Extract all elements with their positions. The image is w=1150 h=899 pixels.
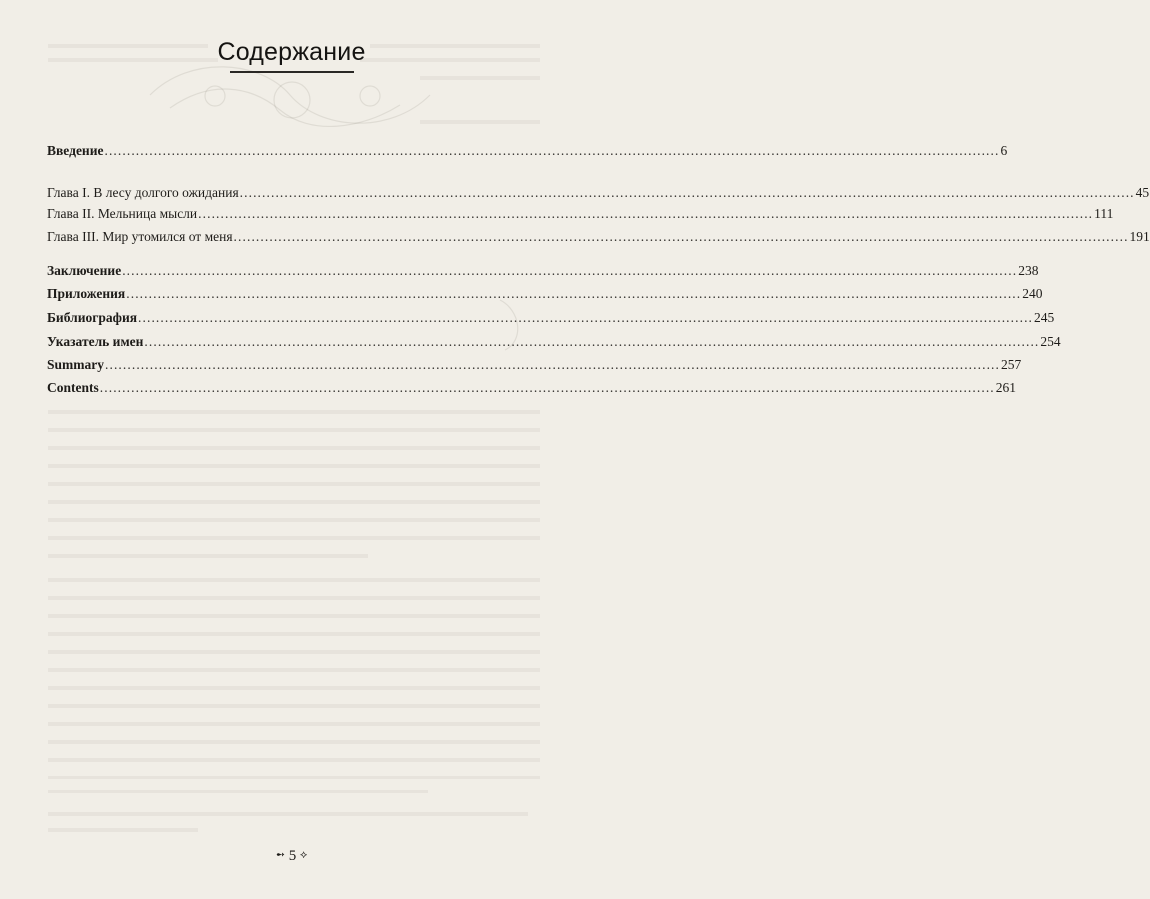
toc-entry-page: 238 <box>1018 263 1039 278</box>
toc-entry <box>47 378 1017 398</box>
toc-entry-page: 261 <box>995 380 1017 395</box>
toc-leader-dots: ........................................................................................................................................................................................................ <box>198 206 1094 221</box>
toc-entry-title: Библиография <box>47 310 138 325</box>
toc-entry <box>47 183 1150 203</box>
toc-entry <box>47 284 1043 304</box>
toc-entry-page: 191 <box>1129 229 1150 244</box>
toc-entry <box>47 204 1114 224</box>
toc-leader-dots: ........................................................................................................................................................................................................ <box>104 143 1000 158</box>
toc-entry-page: 240 <box>1022 286 1043 301</box>
toc-entry-title: Указатель имен <box>47 334 144 349</box>
toc-entry <box>47 355 1022 375</box>
toc-leader-dots: ........................................................................................................................................................................................................ <box>99 380 995 395</box>
toc-leader-dots: ........................................................................................................................................................................................................ <box>105 357 1000 372</box>
toc-leader-dots: ........................................................................................................................................................................................................ <box>138 310 1034 325</box>
page-number-footer <box>0 848 583 865</box>
toc-leader-dots: ........................................................................................................................................................................................................ <box>144 334 1040 349</box>
toc-entry-title: Summary <box>47 357 104 372</box>
toc-entry-page: 45 <box>1135 185 1150 200</box>
toc-entry-title: Contents <box>47 380 99 395</box>
toc-entry-title: Введение <box>47 143 104 158</box>
toc-entry-title: Приложения <box>47 286 126 301</box>
toc-leader-dots: ........................................................................................................................................................................................................ <box>126 286 1022 301</box>
toc-entry <box>47 308 1055 328</box>
page-title: Содержание <box>217 38 366 66</box>
toc-entry-page: 111 <box>1094 206 1114 221</box>
toc-leader-dots: ........................................................................................................................................................................................................ <box>239 185 1135 200</box>
toc-entry-title: Глава III. Мир утомился от меня <box>47 229 233 244</box>
toc-entry-title: Заключение <box>47 263 122 278</box>
ornament-left-icon: ➻ <box>275 849 285 861</box>
toc-entry-page: 257 <box>1001 357 1022 372</box>
toc-entry <box>47 141 1008 161</box>
toc-entry-page: 245 <box>1034 310 1055 325</box>
toc-entry-page: 6 <box>1000 143 1008 158</box>
toc-entry-page: 254 <box>1040 334 1061 349</box>
toc-entry-title: Глава II. Мельница мысли <box>47 206 198 221</box>
toc-leader-dots: ........................................................................................................................................................................................................ <box>233 229 1129 244</box>
toc-entry <box>47 332 1061 352</box>
ornament-right-icon: ⟡ <box>299 849 308 861</box>
toc-leader-dots: ........................................................................................................................................................................................................ <box>122 263 1018 278</box>
toc-entry <box>47 261 1039 281</box>
page-number: 5 <box>288 848 297 864</box>
toc-entry-title: Глава I. В лесу долгого ожидания <box>47 185 239 200</box>
toc-entry <box>47 227 1150 247</box>
title-underline <box>230 71 354 73</box>
